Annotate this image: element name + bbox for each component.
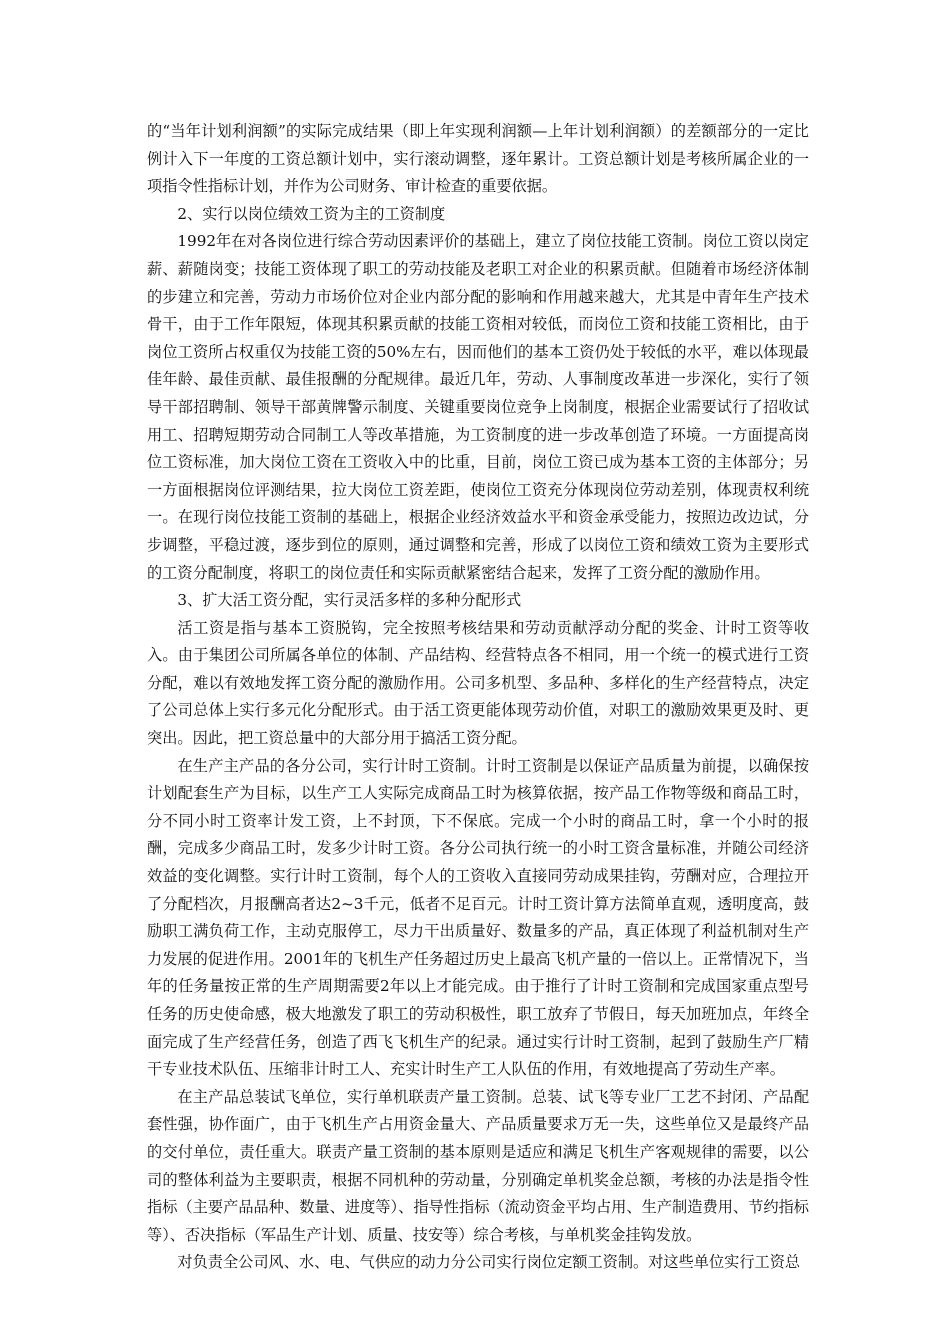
paragraph-position-wage: 1992年在对各岗位进行综合劳动因素评价的基础上，建立了岗位技能工资制。岗位工资以岗定薪、薪随岗变；技能工资体现了职工的劳动技能及老职工对企业的积累贡献。但随着市场经济体制的步建立和完善，劳动力市场价位对企业内部分配的影响和作用越来越大，尤其是中青年生产技术骨干，由于工作年限短，体现其积累贡献的技能工资相对较低，而岗位工资和技能工资相比，由于岗位工资所占权重仅为技能工资的50%左右，因而他们的基本工资仍处于较低的水平，难以体现最佳年龄、最佳贡献、最佳报酬的分配规律。最近几年，劳动、人事制度改革进一步深化，实行了领导干部招聘制、领导干部黄牌警示制度、关键重要岗位竞争上岗制度，根据企业需要试行了招收试用工、招聘短期劳动合同制工人等改革措施，为工资制度的进一步改革创造了环境。一方面提高岗位工资标准，加大岗位工资在工资收入中的比重，目前，岗位工资已成为基本工资的主体部分；另一方面根据岗位评测结果，拉大岗位工资差距，使岗位工资充分体现岗位劳动差别，体现责权利统一。在现行岗位技能工资制的基础上，根据企业经济效益水平和资金承受能力，按照边改边试，分步调整，平稳过渡，逐步到位的原则，通过调整和完善，形成了以岗位工资和绩效工资为主要形式的工资分配制度，将职工的岗位责任和实际贡献紧密结合起来，发挥了工资分配的激励作用。 (147, 232, 809, 582)
document-body (147, 118, 809, 1277)
paragraph-flexible-wage: 活工资是指与基本工资脱钩，完全按照考核结果和劳动贡献浮动分配的奖金、计时工资等收入。由于集团公司所属各单位的体制、产品结构、经营特点各不相同，用一个统一的模式进行工资分配，难以有效地发挥工资分配的激励作用。公司多机型、多品种、多样化的生产经营特点，决定了公司总体上实行多元化分配形式。由于活工资更能体现劳动价值，对职工的激励效果更及时、更突出。因此，把工资总量中的大部分用于搞活工资分配。 (147, 618, 809, 748)
paragraph-hourly-wage: 在生产主产品的各分公司，实行计时工资制。计时工资制是以保证产品质量为前提，以确保按计划配套生产为目标，以生产工人实际完成商品工时为核算依据，按产品工作物等级和商品工时，分不同小时工资率计发工资，上不封顶，下不保底。完成一个小时的商品工时，拿一个小时的报酬，完成多少商品工时，发多少计时工资。各分公司执行统一的小时工资含量标准，并随公司经济效益的变化调整。实行计时工资制，每个人的工资收入直接同劳动成果挂钩，劳酬对应，合理拉开了分配档次，月报酬高者达2~3千元，低者不足百元。计时工资计算方法简单直观，透明度高，鼓励职工满负荷工作，主动克服停工，尽力干出质量好、数量多的产品，真正体现了利益机制对生产力发展的促进作用。2001年的飞机生产任务超过历史上最高飞机产量的一倍以上。正常情况下，当年的任务量按正常的生产周期需要2年以上才能完成。由于推行了计时工资制和完成国家重点型号任务的历史使命感，极大地激发了职工的劳动积极性，职工放弃了节假日，每天加班加点，年终全面完成了生产经营任务，创造了西飞飞机生产的纪录。通过实行计时工资制，起到了鼓励生产厂精干专业技术队伍、压缩非计时工人、充实计时生产工人队伍的作用，有效地提高了劳动生产率。 (147, 756, 809, 1079)
paragraph-quota-wage: 对负责全公司风、水、电、气供应的动力分公司实行岗位定额工资制。对这些单位实行工资总 (177, 1253, 801, 1272)
paragraph-continuation: 的“当年计划利润额”的实际完成结果（即上年实现利润额—上年计划利润额）的差额部分的一定比例计入下一年度的工资总额计划中，实行滚动调整，逐年累计。工资总额计划是考核所属企业的一项指令性指标计划，并作为公司财务、审计检查的重要依据。 (147, 122, 809, 196)
section-heading-3: 3、扩大活工资分配，实行灵活多样的多种分配形式 (177, 591, 522, 610)
section-heading-2: 2、实行以岗位绩效工资为主的工资制度 (177, 204, 446, 223)
paragraph-output-wage: 在主产品总装试飞单位，实行单机联责产量工资制。总装、试飞等专业厂工艺不封闭、产品配套性强，协作面广，由于飞机生产占用资金量大、产品质量要求万无一失，这些单位又是最终产品的交付单位，责任重大。联责产量工资制的基本原则是适应和满足飞机生产客观规律的需要，以公司的整体利益为主要职责，根据不同机种的劳动量，分别确定单机奖金总额，考核的办法是指令性指标（主要产品品种、数量、进度等）、指导性指标（流动资金平均占用、生产制造费用、节约指标等）、否决指标（军品生产计划、质量、技安等）综合考核，与单机奖金挂钩发放。 (147, 1087, 809, 1244)
